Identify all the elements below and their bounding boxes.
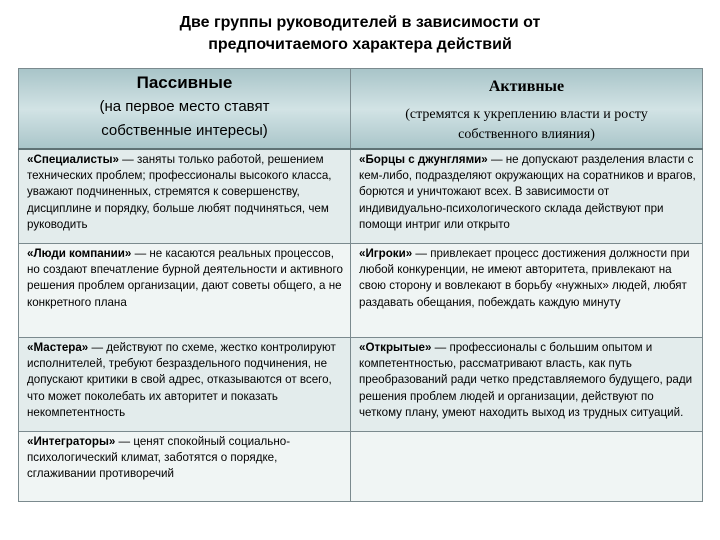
- passive-header-subtitle-1: (на первое место ставят: [99, 98, 270, 115]
- passive-header: [19, 69, 351, 150]
- active-cell: [351, 338, 703, 432]
- table-row: [19, 338, 703, 432]
- passive-cell: [19, 432, 351, 502]
- active-term: «Открытые»: [359, 341, 432, 354]
- active-description: — привлекает процесс достижения должности при любой конкуренции, не имеют авторитета, привлекают на свою сторону и вовлекают в борьбу «нужных» людей, любят раздавать обещания, побеждать каждую минуту: [359, 247, 690, 309]
- active-description: — профессионалы с большим опытом и компетентностью, рассматривают власть, как путь преобразований ради четко представляемого будущего, ради решения проблем людей и организации, действуют по четкому плану, умеют находить выход из трудных ситуаций.: [359, 341, 693, 419]
- active-description: — не допускают разделения власти с кем-либо, подразделяют окружающих на соратников и врагов, борются и уничтожают всех. В зависимости от индивидуально-психологического склада действуют при помощи интриг или открыто: [359, 153, 696, 231]
- passive-term: «Специалисты»: [27, 153, 119, 166]
- passive-cell: [19, 149, 351, 244]
- active-cell: [351, 149, 703, 244]
- active-term: «Игроки»: [359, 247, 413, 260]
- passive-cell: [19, 338, 351, 432]
- active-header-subtitle-1: (стремятся к укреплению власти и росту: [405, 107, 648, 122]
- active-header-subtitle-2: собственного влияния): [458, 127, 595, 142]
- leaders-table: [18, 68, 703, 502]
- passive-description: — действуют по схеме, жестко контролируют исполнителей, требуют безраздельного подчинения, не допускают критики в свой адрес, отказываются от всего, что может поколебать их авторитет и показать некомпетентность: [27, 341, 336, 419]
- passive-header-subtitle-2: собственные интересы): [101, 122, 268, 139]
- title-line-1: Две группы руководителей в зависимости от: [179, 14, 541, 31]
- passive-cell: [19, 244, 351, 338]
- table-row: [19, 432, 703, 502]
- passive-description: — заняты только работой, решением технических проблем; профессионалы высокого класса, уважают подчиненных, стремятся к совершенству, дисциплине и порядку, больше любят подчиняться, чем руководить: [27, 153, 332, 231]
- active-cell-empty: [351, 432, 703, 502]
- passive-term: «Мастера»: [27, 341, 89, 354]
- passive-term: «Люди компании»: [27, 247, 132, 260]
- active-header: [351, 69, 703, 150]
- active-cell: [351, 244, 703, 338]
- passive-term: «Интеграторы»: [27, 435, 116, 448]
- table-header-row: [19, 69, 703, 150]
- passive-description: — ценят спокойный социально-психологический климат, заботятся о порядке, сглаживании противоречий: [27, 435, 291, 481]
- page-title: [0, 12, 720, 56]
- passive-description: — не касаются реальных процессов, но создают впечатление бурной деятельности и активного решения проблем организации, дают советы общего, а не конкретного плана: [27, 247, 343, 309]
- table-row: [19, 244, 703, 338]
- active-header-name: Активные: [488, 78, 565, 95]
- active-term: «Борцы с джунглями»: [359, 153, 488, 166]
- table-row: [19, 149, 703, 244]
- passive-header-name: Пассивные: [136, 73, 233, 92]
- title-line-2: предпочитаемого характера действий: [208, 36, 512, 53]
